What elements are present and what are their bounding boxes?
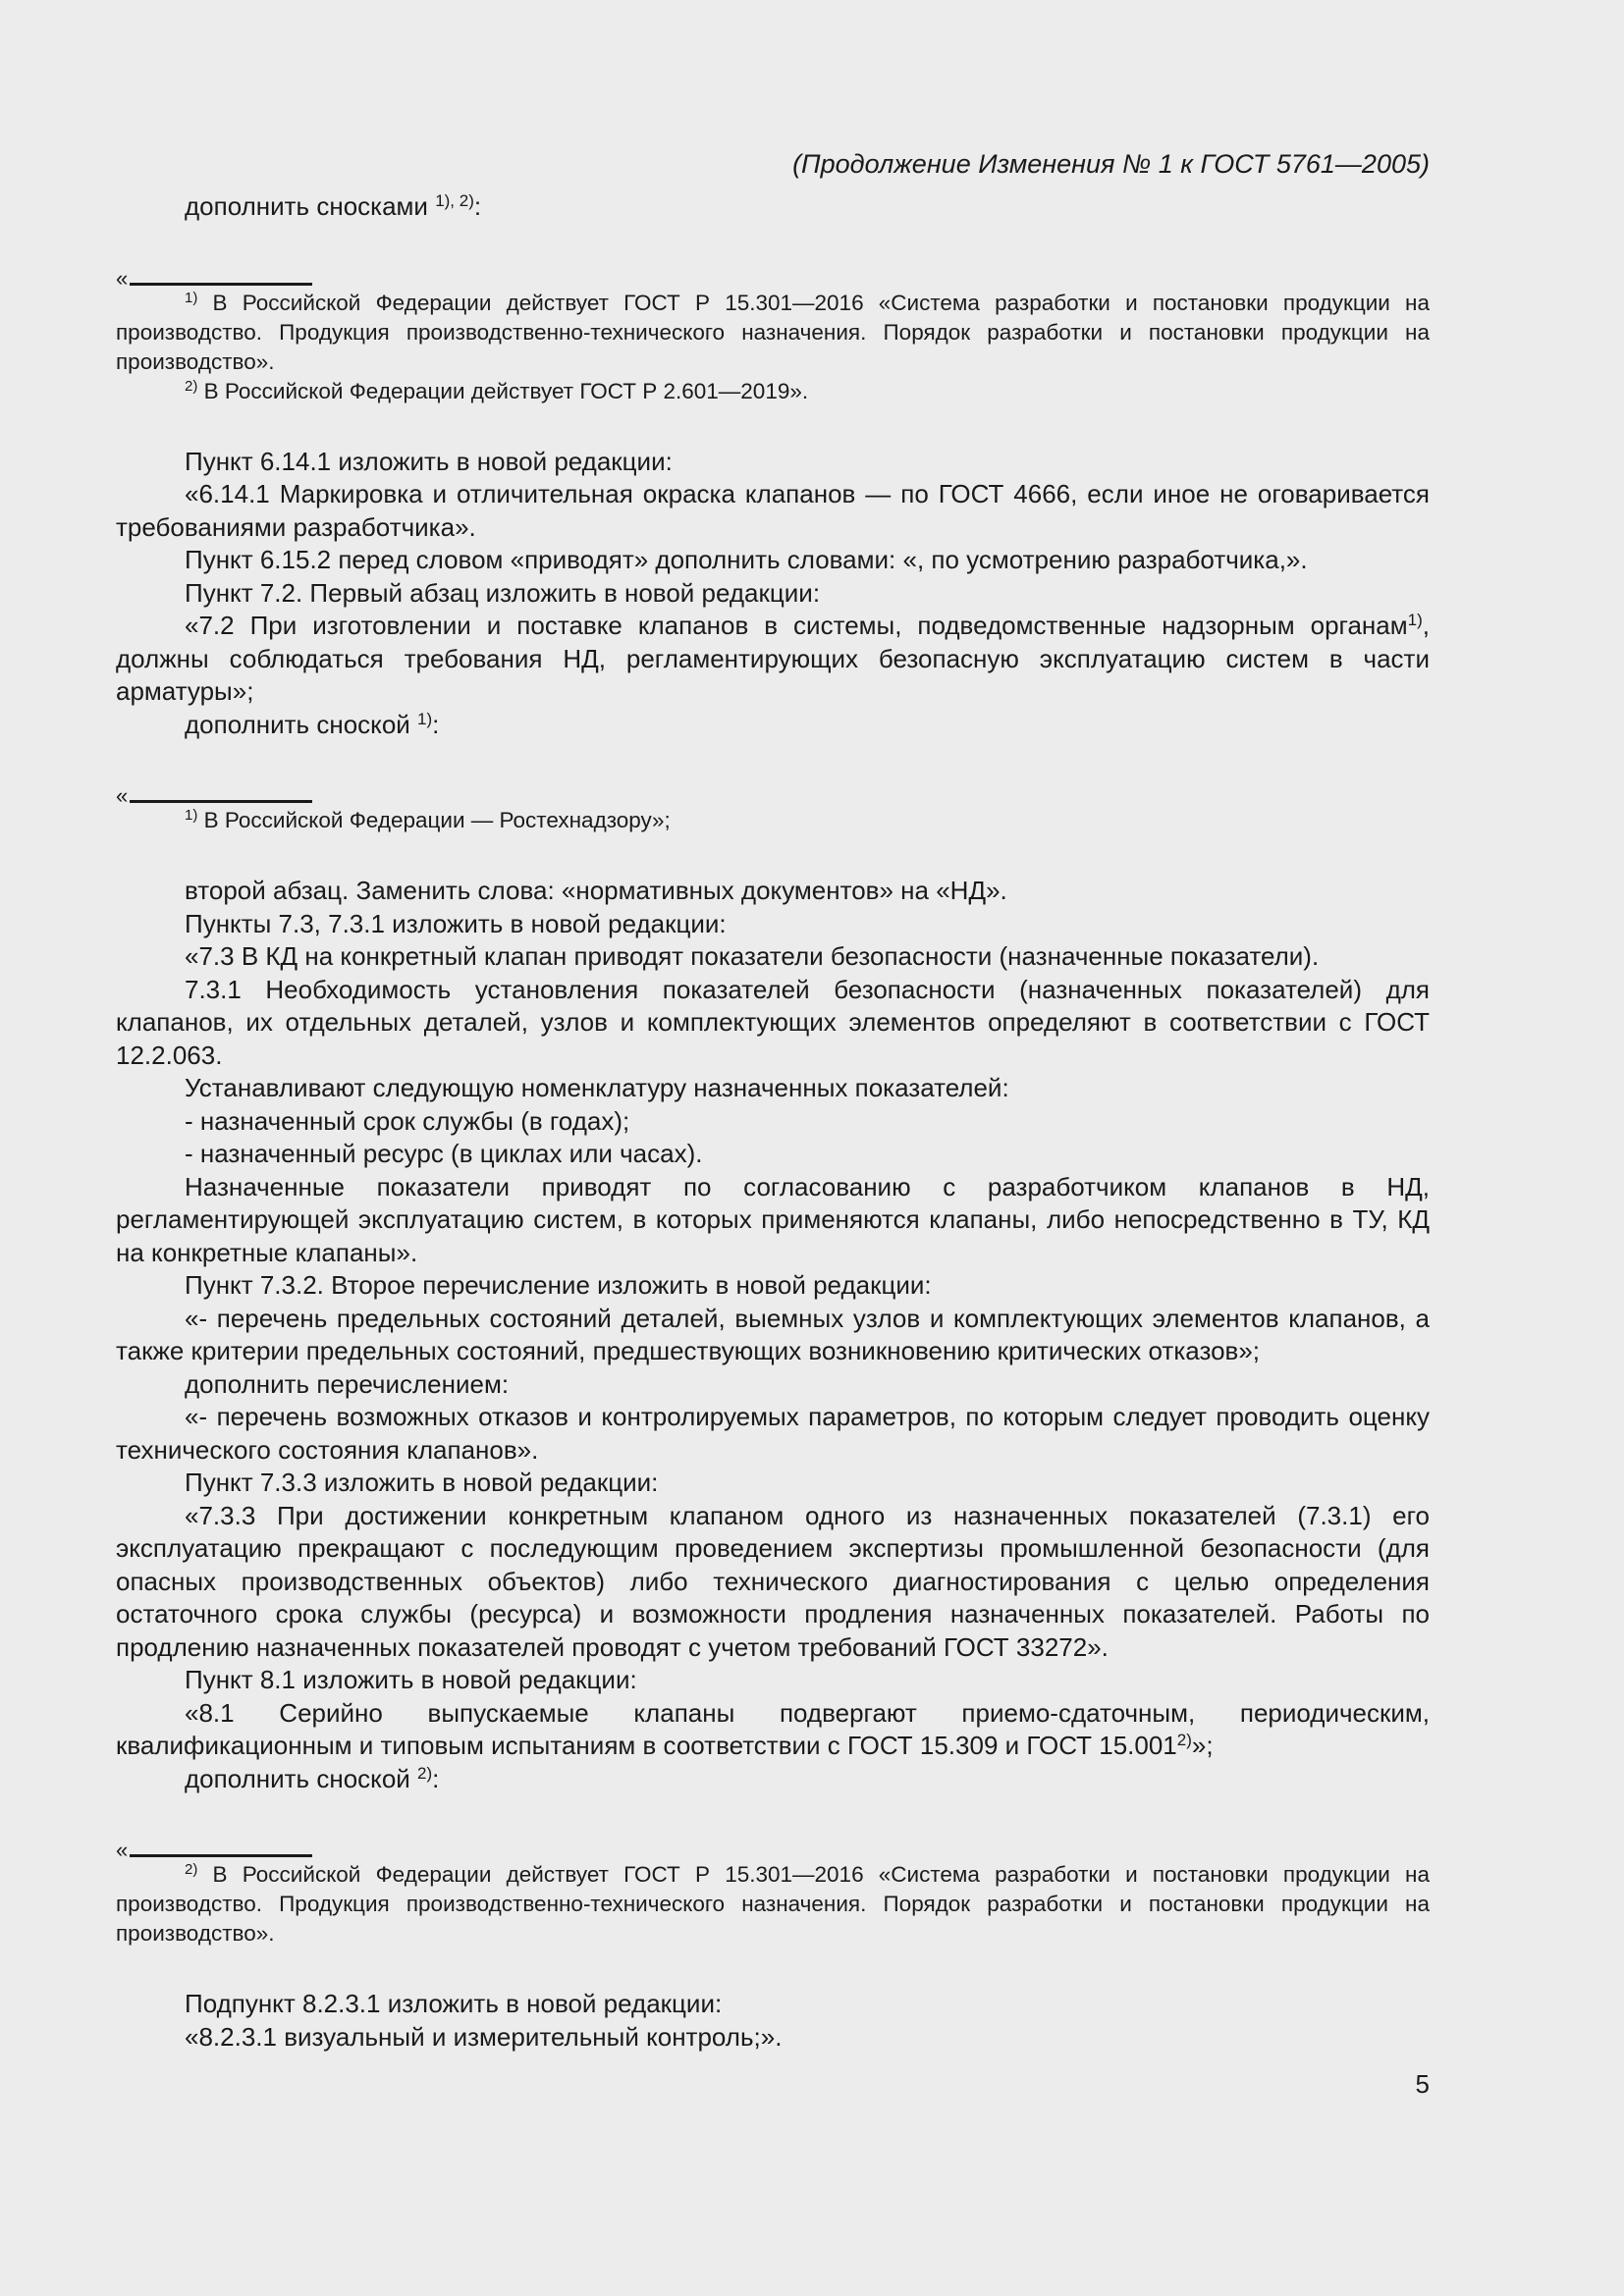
paragraph: «7.3.3 При достижении конкретным клапаном одного из назначенных показателей (7.3.1) его эксплуатацию прекращают с последующим проведением экспертизы промышленной безопасности (для опасных производственных объектов) либо технического диагностирования с целью определения остаточного срока службы (ресурса) и возможности продления назначенных показателей. Работы по продлению назначенных показателей проводят с учетом требований ГОСТ 33272». xyxy=(116,1500,1430,1662)
footnote-rule xyxy=(130,283,312,286)
footnote-ref: 1) xyxy=(1407,611,1423,629)
page-number: 5 xyxy=(1415,2069,1430,2099)
paragraph: «- перечень возможных отказов и контролируемых параметров, по которым следует проводить оценку технического состояния клапанов». xyxy=(116,1402,1430,1465)
paragraph: 7.3.1 Необходимость установления показателей безопасности (назначенных показателей) для клапанов, их отдельных деталей, узлов и комплектующих элементов определяют в соответствии с ГОСТ 12.2.063. xyxy=(116,974,1430,1070)
footnote-ref: 1) xyxy=(417,709,433,728)
footnote: $^{2)}$ В Российской Федерации действует ГОСТ Р 15.301—2016 «Система разработки и постановки продукции на производство. Продукция производственно-технического назначения. Порядок разработки и постановки продукции на производство». xyxy=(116,1861,1430,1946)
footnote: $^{1)}$ В Российской Федерации действует ГОСТ Р 15.301—2016 «Система разработки и постановки продукции на производство. Продукция производственно-технического назначения. Порядок разработки и постановки продукции на производство». xyxy=(116,289,1430,374)
paragraph: Устанавливают следующую номенклатуру назначенных показателей: xyxy=(185,1073,1009,1102)
paragraph: «8.1 Серийно выпускаемые клапаны подвергают приемо-сдаточным, периодическим, квалификационным и типовым испытаниям в соответствии с ГОСТ 15.309 и ГОСТ 15.001$^{2)}$»; xyxy=(116,1697,1430,1760)
paragraph: Пункт 6.14.1 изложить в новой редакции: xyxy=(185,446,673,476)
paragraph: «6.14.1 Маркировка и отличительная окраска клапанов — по ГОСТ 4666, если иное не оговаривается требованиями разработчика». xyxy=(116,479,1430,542)
running-header: (Продолжение Изменения № 1 к ГОСТ 5761—2005) xyxy=(792,149,1430,179)
paragraph: Пункты 7.3, 7.3.1 изложить в новой редакции: xyxy=(185,908,727,938)
paragraph: «7.2 При изготовлении и поставке клапанов в системы, подведомственные надзорным органам$^{1)}$, должны соблюдаться требования НД, регламентирующих безопасную эксплуатацию систем в части арматуры»; xyxy=(116,611,1430,706)
footnote-separator: « xyxy=(116,269,1430,289)
footnote: $^{1)}$ В Российской Федерации — Ростехнадзору»; xyxy=(185,807,671,832)
paragraph: «7.3 В КД на конкретный клапан приводят показатели безопасности (назначенные показатели). xyxy=(185,941,1320,971)
paragraph: «8.2.3.1 визуальный и измерительный контроль;». xyxy=(185,2021,783,2052)
footnote: $^{2)}$ В Российской Федерации действует ГОСТ Р 2.601—2019». xyxy=(185,377,809,403)
footnote-ref: 2) xyxy=(1176,1731,1192,1749)
paragraph: Подпункт 8.2.3.1 изложить в новой редакции: xyxy=(185,1989,723,2018)
paragraph: дополнить сноской $^{2)}$: xyxy=(185,1763,440,1793)
footnote-separator: « xyxy=(116,786,1430,806)
paragraph: «- перечень предельных состояний деталей, выемных узлов и комплектующих элементов клапанов, а также критерии предельных состояний, предшествующих возникновению критических отказов»; xyxy=(116,1303,1430,1365)
paragraph: Пункт 7.3.2. Второе перечисление изложить в новой редакции: xyxy=(185,1270,932,1300)
paragraph: дополнить перечислением: xyxy=(185,1368,510,1399)
footnote-rule xyxy=(130,800,312,803)
footnote-rule xyxy=(130,1854,312,1857)
paragraph: Пункт 6.15.2 перед словом «приводят» дополнить словами: «, по усмотрению разработчика,». xyxy=(185,545,1308,574)
paragraph: Пункт 7.3.3 изложить в новой редакции: xyxy=(185,1468,659,1497)
list-item: - назначенный ресурс (в циклах или часах). xyxy=(185,1139,703,1168)
paragraph: Пункт 8.1 изложить в новой редакции: xyxy=(185,1665,637,1694)
footnote-separator: « xyxy=(116,1841,1430,1860)
paragraph: дополнить сносками $^{1), 2)}$: xyxy=(185,191,482,221)
page-content xyxy=(116,147,1430,2054)
list-item: - назначенный срок службы (в годах); xyxy=(185,1105,630,1136)
paragraph: Пункт 7.2. Первый абзац изложить в новой редакции: xyxy=(185,577,821,608)
paragraph: второй абзац. Заменить слова: «нормативных документов» на «НД». xyxy=(185,876,1007,905)
footnote-ref: 1), 2) xyxy=(435,191,474,210)
paragraph: дополнить сноской $^{1)}$: xyxy=(185,709,440,739)
footnote-ref: 2) xyxy=(417,1763,433,1783)
paragraph: Назначенные показатели приводят по согласованию с разработчиком клапанов в НД, регламентирующей эксплуатацию систем, в которых применяются клапаны, либо непосредственно в ТУ, КД на конкретные клапаны». xyxy=(116,1171,1430,1267)
